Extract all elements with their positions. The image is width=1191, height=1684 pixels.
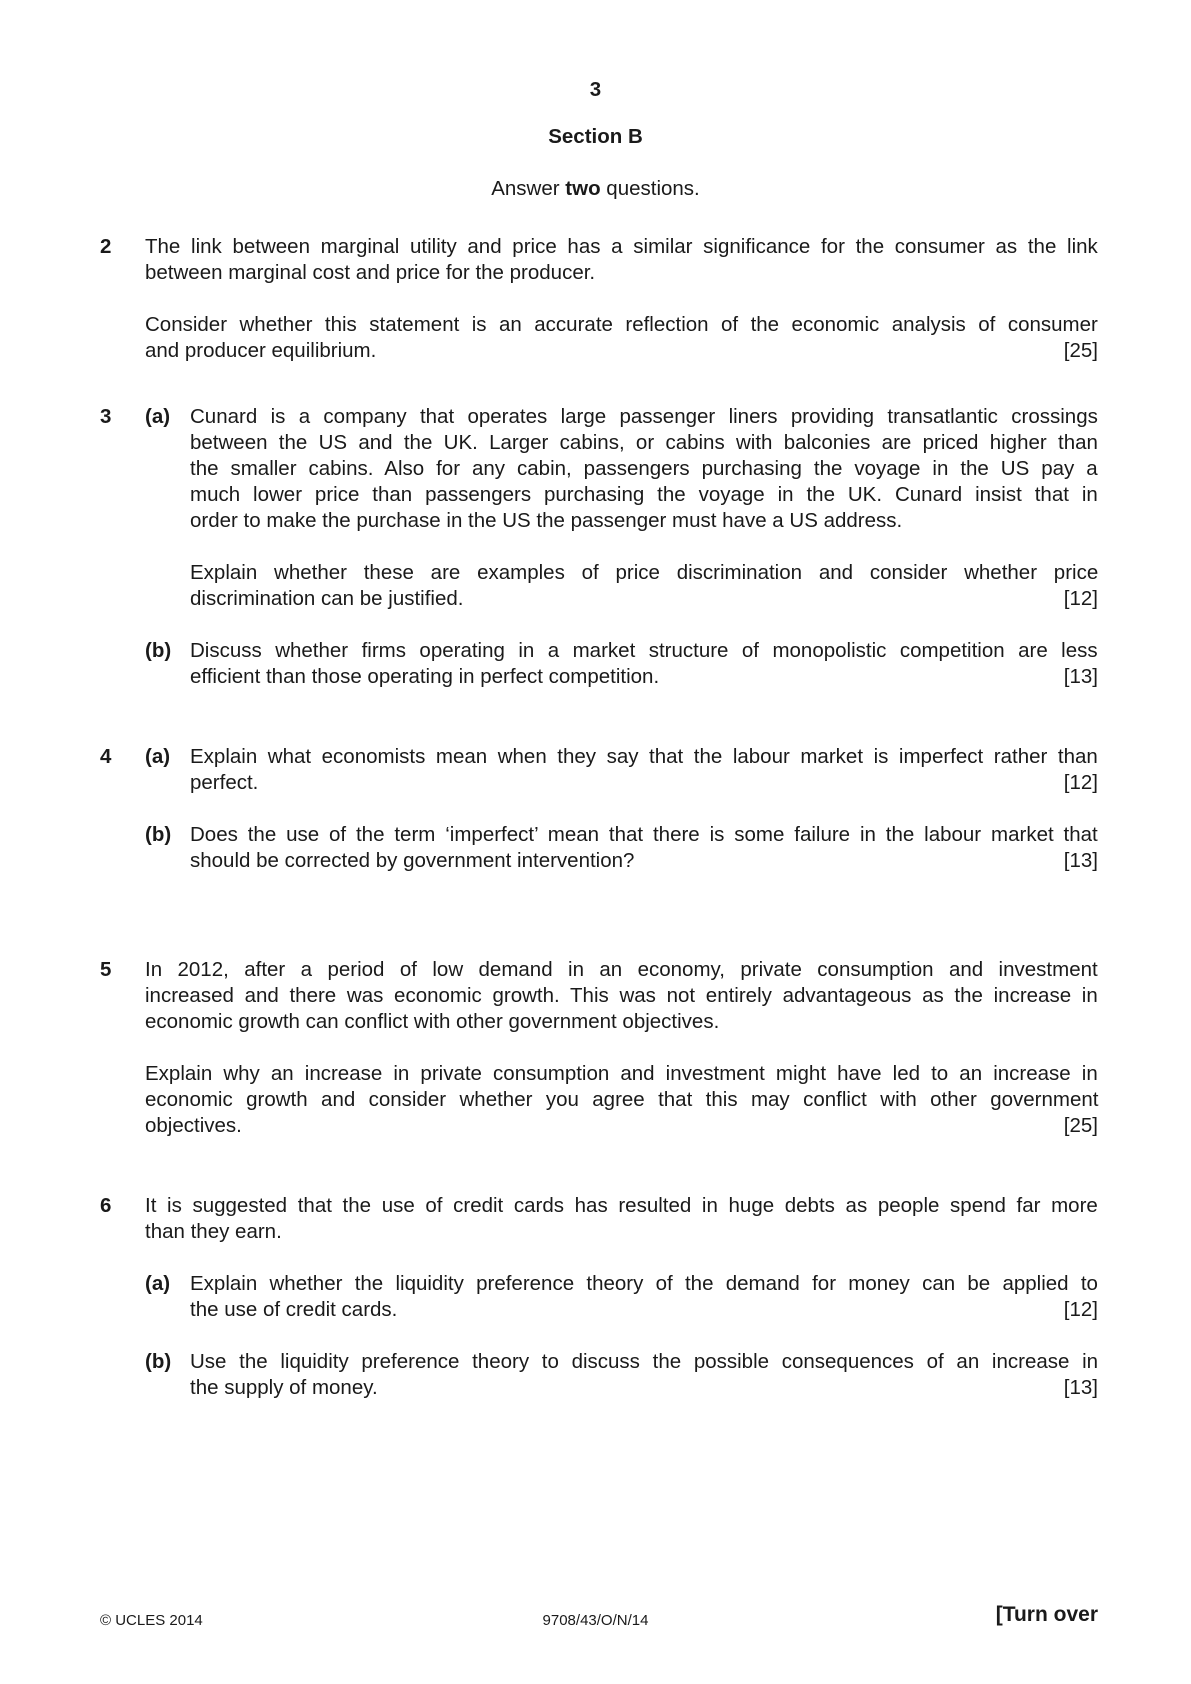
task-line: Consider whether this statement is an accurate reflection of the economic analysis of consumer bbox=[145, 313, 1098, 336]
question-line: economic growth can conflict with other government objectives. bbox=[145, 1010, 720, 1033]
question-line: In 2012, after a period of low demand in an economy, private consumption and investment bbox=[145, 958, 1098, 981]
question-line: much lower price than passengers purchasing the voyage in the UK. Cunard insist that in bbox=[190, 483, 1098, 506]
question-line: the supply of money. bbox=[190, 1376, 378, 1399]
question-line: the use of credit cards. bbox=[190, 1298, 398, 1321]
question-line: between the US and the UK. Larger cabins, or cabins with balconies are priced higher than bbox=[190, 431, 1098, 454]
subquestion-label: (a) bbox=[145, 1272, 171, 1295]
footer-turn-over: [Turn over bbox=[995, 1603, 1098, 1626]
page-number: 3 bbox=[589, 78, 602, 101]
subquestion-label: (b) bbox=[145, 639, 172, 662]
question-line: order to make the purchase in the US the passenger must have a US address. bbox=[190, 509, 903, 532]
question-number: 6 bbox=[100, 1194, 112, 1217]
marks: [12] bbox=[1063, 587, 1098, 610]
instruction bbox=[0, 176, 1191, 202]
question-line: The link between marginal utility and price has a similar significance for the consumer as the link bbox=[145, 235, 1098, 258]
task-line: and producer equilibrium. bbox=[145, 339, 377, 362]
question-number: 4 bbox=[100, 745, 112, 768]
question-line: Explain whether the liquidity preference theory of the demand for money can be applied to bbox=[190, 1272, 1098, 1295]
section-title: Section B bbox=[548, 125, 643, 148]
question-line: Explain what economists mean when they say that the labour market is imperfect rather than bbox=[190, 745, 1098, 768]
instruction-bold: two bbox=[565, 177, 601, 200]
instruction-before: Answer bbox=[491, 177, 566, 200]
question-line: than they earn. bbox=[145, 1220, 282, 1243]
footer-copyright: © UCLES 2014 bbox=[100, 1612, 203, 1629]
question-number: 5 bbox=[100, 958, 112, 981]
question-number: 3 bbox=[100, 405, 112, 428]
task-line: Explain why an increase in private consumption and investment might have led to an increase in bbox=[145, 1062, 1098, 1085]
marks: [13] bbox=[1063, 1376, 1098, 1399]
marks: [12] bbox=[1063, 1298, 1098, 1321]
marks: [25] bbox=[1063, 1114, 1098, 1137]
subquestion-label: (b) bbox=[145, 823, 172, 846]
task-line: economic growth and consider whether you agree that this may conflict with other government bbox=[145, 1088, 1099, 1111]
question-line: Use the liquidity preference theory to discuss the possible consequences of an increase in bbox=[190, 1350, 1099, 1373]
question-line: Does the use of the term ‘imperfect’ mean that there is some failure in the labour market that bbox=[190, 823, 1098, 846]
marks: [13] bbox=[1063, 849, 1098, 872]
question-line: perfect. bbox=[190, 771, 259, 794]
marks: [13] bbox=[1063, 665, 1098, 688]
marks: [12] bbox=[1063, 771, 1098, 794]
question-line: It is suggested that the use of credit cards has resulted in huge debts as people spend far more bbox=[145, 1194, 1098, 1217]
subquestion-label: (b) bbox=[145, 1350, 172, 1373]
question-line: efficient than those operating in perfect competition. bbox=[190, 665, 660, 688]
question-line: increased and there was economic growth. This was not entirely advantageous as the increase in bbox=[145, 984, 1098, 1007]
footer-paper-code: 9708/43/O/N/14 bbox=[542, 1612, 649, 1629]
question-number: 2 bbox=[100, 235, 112, 258]
question-line: Cunard is a company that operates large passenger liners providing transatlantic crossings bbox=[190, 405, 1098, 428]
instruction-after: questions. bbox=[600, 177, 700, 200]
subquestion-label: (a) bbox=[145, 745, 171, 768]
task-line: Explain whether these are examples of price discrimination and consider whether price bbox=[190, 561, 1099, 584]
question-line: the smaller cabins. Also for any cabin, passengers purchasing the voyage in the US pay a bbox=[190, 457, 1098, 480]
subquestion-label: (a) bbox=[145, 405, 171, 428]
task-line: objectives. bbox=[145, 1114, 242, 1137]
question-line: Discuss whether firms operating in a market structure of monopolistic competition are less bbox=[190, 639, 1098, 662]
question-line: should be corrected by government intervention? bbox=[190, 849, 635, 872]
marks: [25] bbox=[1063, 339, 1098, 362]
question-line: between marginal cost and price for the producer. bbox=[145, 261, 596, 284]
task-line: discrimination can be justified. bbox=[190, 587, 464, 610]
